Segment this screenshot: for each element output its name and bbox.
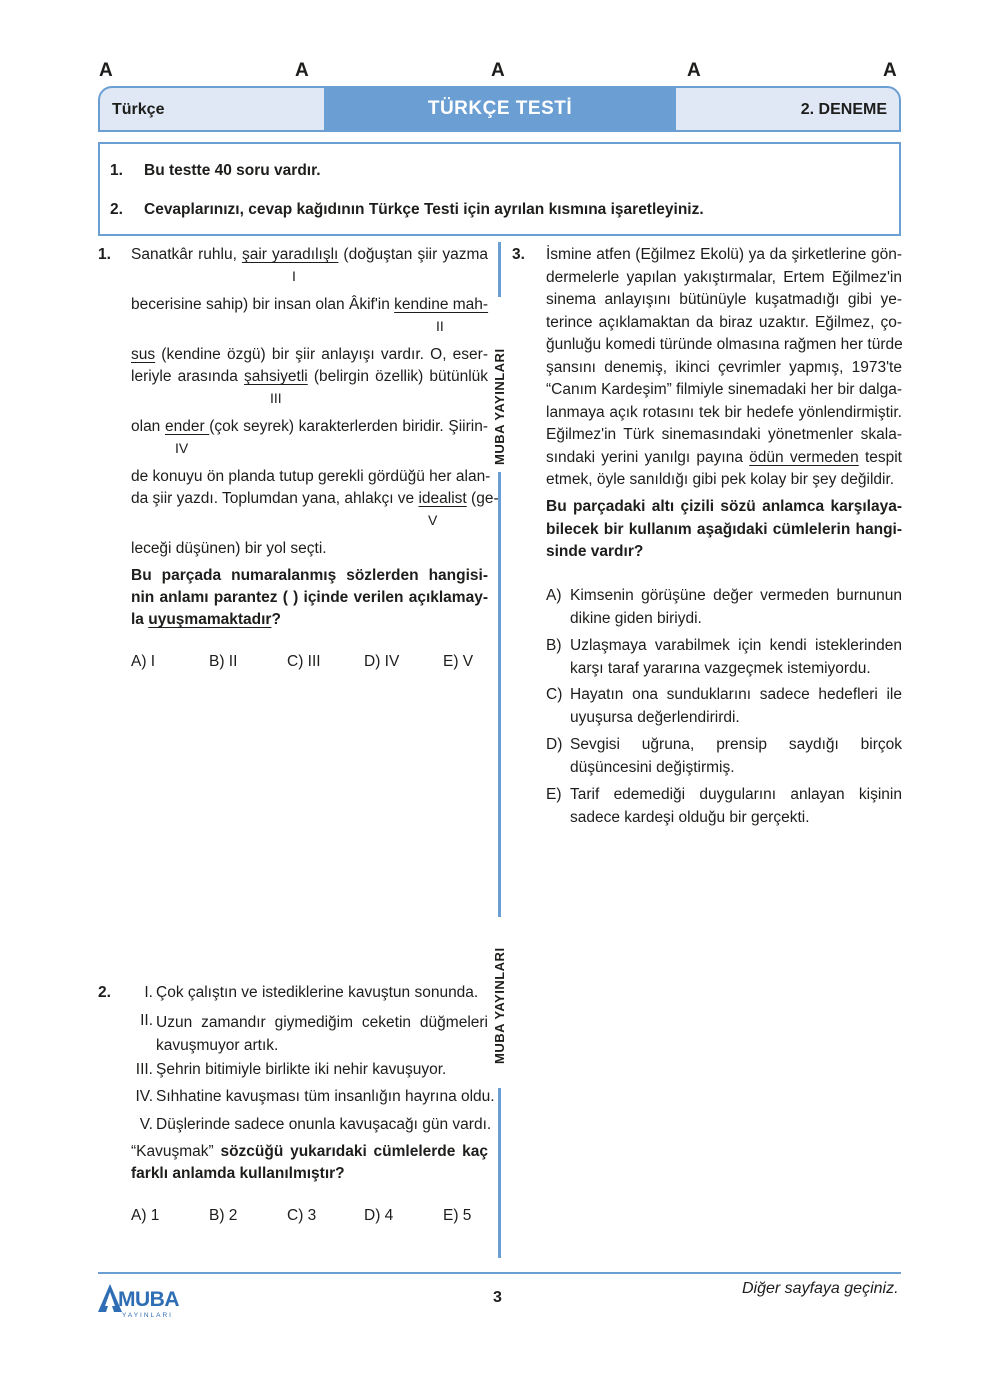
side-label: MUBA YAYINLARI [492, 947, 507, 1064]
page-number: 3 [493, 1289, 502, 1306]
statement: Düşlerinde sadece onunla kavuşacağı gün vardı. [156, 1116, 492, 1133]
passage-line: Eğilmez'in Türk sinemasındaki yönetmenler skala- [546, 426, 902, 443]
answer-option[interactable]: D) Sevgisi uğruna, prensip saydığı birçok düşüncesini değiştirmiş. [546, 736, 902, 776]
question-prompt: Bu parçada numaralanmış sözlerden hangisi- [131, 567, 488, 584]
passage-line: olan ender (çok seyrek) karakterlerden biridir. Şiirin- [131, 418, 488, 435]
passage-line: de konuyu ön planda tutup gerekli gördüğü her alan- [131, 468, 491, 485]
passage-line: da şiir yazdı. Toplumdan yana, ahlakçı ve idealist (ge- [131, 490, 499, 507]
marker-label: V [428, 512, 438, 528]
roman-numeral: I. [144, 984, 153, 1001]
passage-line: İsmine atfen (Eğilmez Ekolü) ya da şirketlerine gön- [546, 246, 902, 263]
answer-option[interactable]: E) Tarif edemediği duygularını anlayan kişinin sadece kardeşi olduğu bir gerçekti. [546, 786, 902, 826]
subject-label: Türkçe [112, 101, 165, 118]
marker-label: III [270, 390, 282, 406]
answer-option[interactable]: A) 1 [131, 1207, 160, 1224]
booklet-letter: A [883, 60, 897, 81]
answer-option[interactable]: C) Hayatın ona sunduklarını sadece hedefleri ile uyuşursa değerlendirirdi. [546, 686, 902, 726]
statement: Şehrin bitimiyle birlikte iki nehir kavuşuyor. [156, 1061, 447, 1078]
answer-option[interactable]: E) 5 [443, 1207, 472, 1224]
column-divider [498, 1088, 501, 1258]
exam-label: 2. DENEME [800, 101, 887, 118]
marker-label: II [436, 318, 444, 334]
passage-line: sinema anlayışını bütünüyle kuşatmadığı gibi ye- [546, 291, 902, 308]
question-number: 3. [512, 246, 525, 263]
question-prompt: Bu parçadaki altı çizili sözü anlamca karşılaya- [546, 498, 902, 515]
question-prompt: la uyuşmamaktadır? [131, 611, 281, 628]
passage-line: “Canım Kardeşim” filmiyle sinemadaki her bir dalga- [546, 381, 902, 398]
booklet-letter: A [491, 60, 505, 81]
statement: Sıhhatine kavuşması tüm insanlığın hayrına oldu. [156, 1088, 495, 1105]
booklet-letter: A [99, 60, 113, 81]
passage-line: sındaki yerini yanılgı payına ödün vermeden tespit [546, 448, 902, 466]
passage-line: becerisine sahip) bir insan olan Âkif'in kendine mah- [131, 296, 489, 313]
side-label: MUBA YAYINLARI [492, 348, 507, 465]
answer-option[interactable]: B) II [209, 653, 238, 670]
column-divider [498, 242, 501, 297]
logo-text: MUBA [118, 1288, 179, 1311]
booklet-letter: A [687, 60, 701, 81]
passage-line: dermelerle yapılan yakıştırmalar, Ertem Eğilmez'in [546, 268, 902, 286]
next-page-note: Diğer sayfaya geçiniz. [742, 1280, 899, 1297]
instruction-item: 1. Bu testte 40 soru vardır. [110, 162, 321, 179]
answer-option[interactable]: E) V [443, 653, 474, 670]
answer-option[interactable]: A) Kimsenin görüşüne değer vermeden burnunun dikine giden biriydi. [546, 587, 902, 627]
statement: Uzun zamandır giymediğim ceketin düğmeleri kavuşmuyor artık. [156, 1014, 488, 1054]
passage-line: etmek, öyle sanıldığı gibi pek kolay bir şey değildir. [546, 471, 895, 488]
roman-numeral: III. [135, 1061, 153, 1078]
question-prompt: nin anlamı parantez ( ) içinde verilen açıklamay- [131, 589, 488, 606]
passage-line: leriyle arasında şahsiyetli (belirgin özellik) bütünlük [131, 368, 489, 385]
question-prompt: sinde vardır? [546, 543, 644, 560]
test-header [98, 86, 901, 132]
question-prompt: bilecek bir kullanım aşağıdaki cümlelerin hangi- [546, 520, 902, 538]
passage-line: şansını denemiş, ikinci çevrimler yapmış, 1973'te [546, 358, 902, 376]
roman-numeral: IV. [135, 1088, 153, 1105]
answer-option[interactable]: D) IV [364, 653, 400, 670]
roman-numeral: V. [139, 1116, 153, 1133]
answer-option[interactable]: D) 4 [364, 1207, 394, 1224]
footer-rule [98, 1272, 901, 1274]
question-number: 1. [98, 246, 111, 263]
question-prompt: farklı anlamda kullanılmıştır? [131, 1165, 345, 1182]
roman-numeral: II. [140, 1012, 153, 1029]
publisher-logo [98, 1284, 188, 1324]
test-title: TÜRKÇE TESTİ [324, 88, 676, 130]
instructions-box [98, 142, 901, 236]
marker-label: IV [175, 440, 189, 456]
answer-option[interactable]: B) Uzlaşmaya varabilmek için kendi isteklerinden karşı taraf yararına vazgeçmek istemiyordu. [546, 637, 902, 677]
question-number: 2. [98, 984, 111, 1001]
passage-line: Sanatkâr ruhlu, şair yaradılışlı (doğuştan şiir yazma [131, 246, 488, 263]
logo-subtext: YAYINLARI [122, 1312, 173, 1319]
column-divider [498, 472, 501, 917]
booklet-letter: A [295, 60, 309, 81]
passage-line: sus (kendine özgü) bir şiir anlayışı vardır. O, eser- [131, 346, 488, 363]
passage-line: ğunluğu komedi türünde olmasına rağmen her türde [546, 336, 903, 353]
passage-line: leceği düşünen) bir yol seçti. [131, 540, 327, 557]
passage-line: terince açıklamaktan da biraz uzaktır. Eğilmez, ço- [546, 313, 902, 331]
instruction-item: 2. Cevaplarınızı, cevap kağıdının Türkçe Testi için ayrılan kısmına işaretleyiniz. [110, 201, 704, 218]
question-prompt: “Kavuşmak” sözcüğü yukarıdaki cümlelerde kaç [131, 1143, 488, 1160]
answer-option[interactable]: A) I [131, 653, 156, 670]
statement: Çok çalıştın ve istediklerine kavuştun sonunda. [156, 984, 479, 1001]
passage-line: lanmaya açık rotasını tek bir hedefe yönlendirmiştir. [546, 403, 902, 421]
answer-option[interactable]: C) III [287, 653, 321, 670]
answer-option[interactable]: B) 2 [209, 1207, 238, 1224]
answer-option[interactable]: C) 3 [287, 1207, 317, 1224]
marker-label: I [292, 268, 296, 284]
